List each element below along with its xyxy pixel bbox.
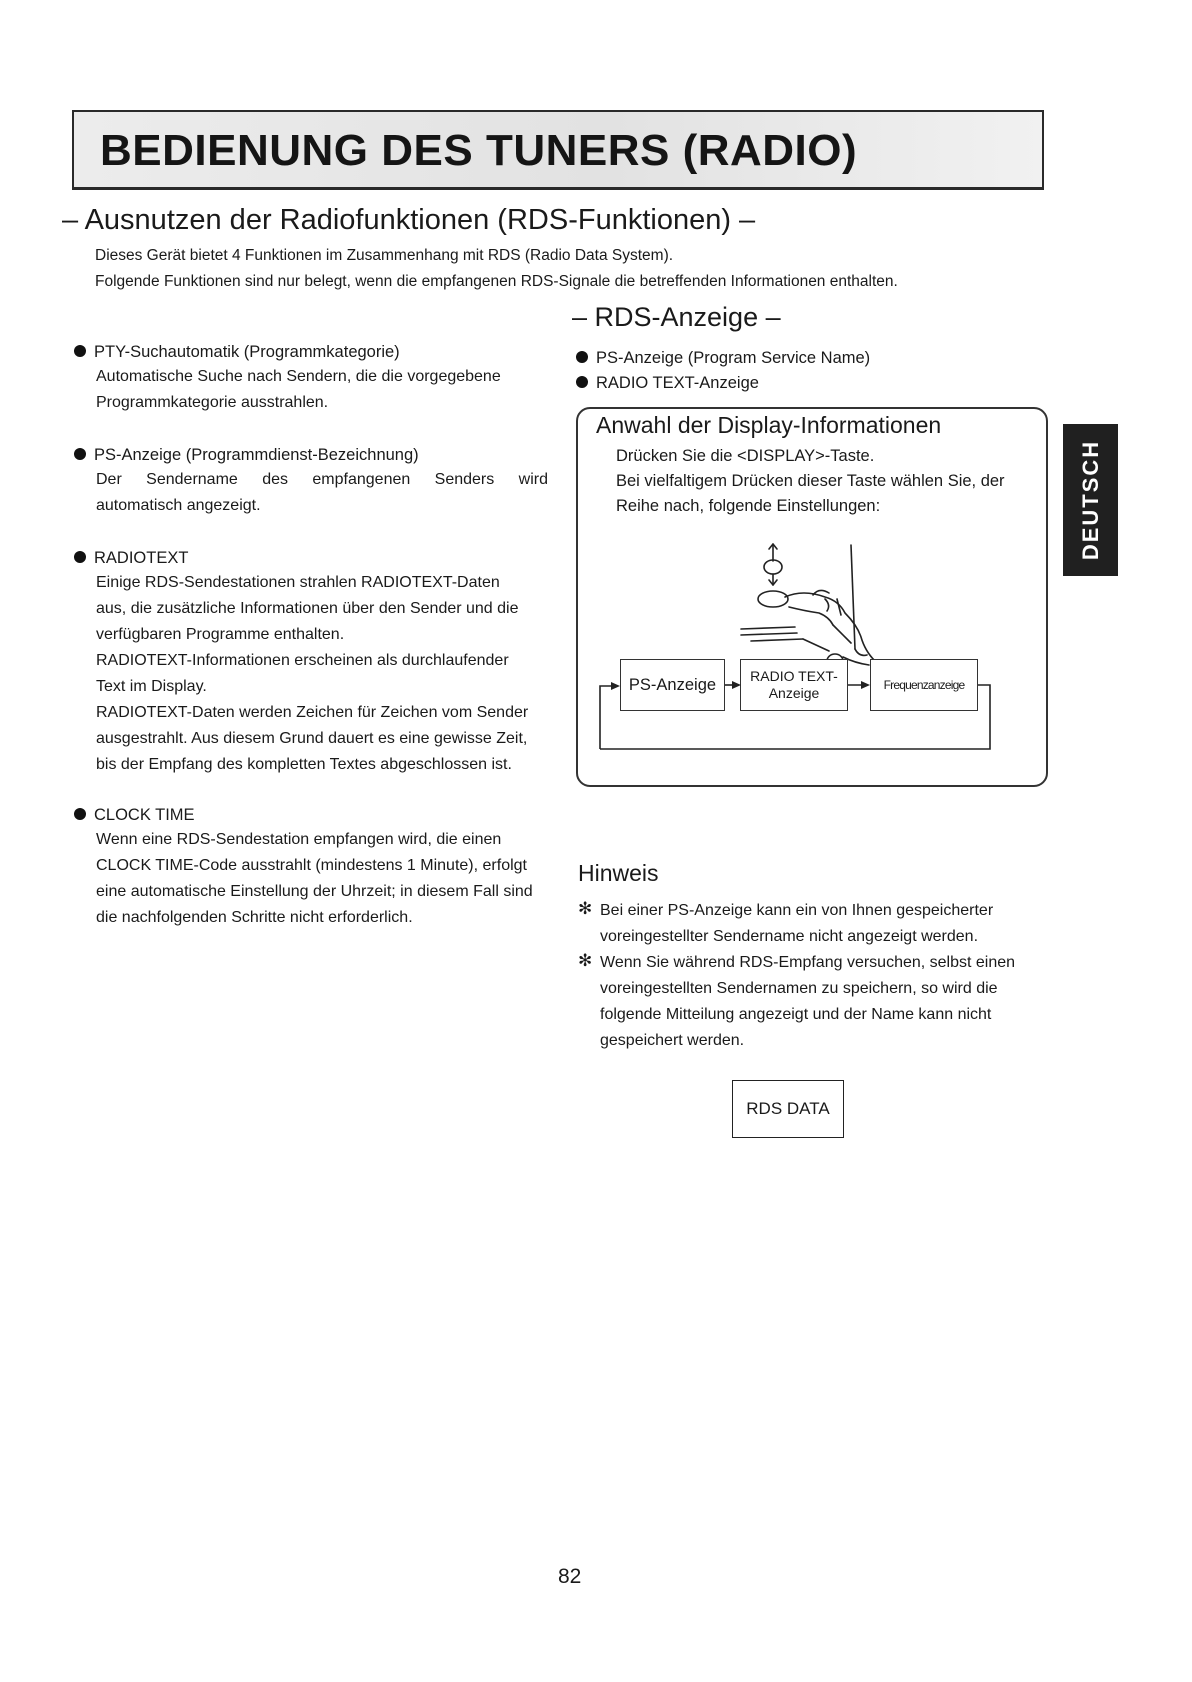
flow-radio-text-line-1: RADIO TEXT- — [750, 668, 838, 684]
section-subtitle: – Ausnutzen der Radiofunktionen (RDS-Funktionen) – — [62, 204, 756, 236]
radiotext-line-7: ausgestrahlt. Aus diesem Grund dauert es eine gewisse Zeit, — [96, 730, 528, 747]
clock-line-4: die nachfolgenden Schritte nicht erforderlich. — [96, 909, 413, 926]
pty-text — [96, 364, 548, 416]
rds-item-radiotext-label: RADIO TEXT-Anzeige — [596, 374, 759, 392]
radiotext-line-2: aus, die zusätzliche Informationen über den Sender und die — [96, 600, 519, 617]
flow-loop-left — [600, 686, 618, 749]
radiotext-line-3: verfügbaren Programme enthalten. — [96, 626, 345, 643]
radiotext-line-4: RADIOTEXT-Informationen erscheinen als durchlaufender — [96, 652, 509, 669]
rds-item-ps-label: PS-Anzeige (Program Service Name) — [596, 349, 871, 367]
clock-line-2: CLOCK TIME-Code ausstrahlt (mindestens 1 Minute), erfolgt — [96, 857, 527, 874]
rds-item-ps — [576, 349, 870, 368]
radiotext-line-1: Einige RDS-Sendestationen strahlen RADIOTEXT-Daten — [96, 574, 500, 591]
radiotext-line-8: bis der Empfang des kompletten Textes abgeschlossen ist. — [96, 756, 512, 773]
clock-text — [96, 827, 548, 931]
hinweis-note-1: Bei einer PS-Anzeige kann ein von Ihnen gespeicherter voreingestellter Sendername nicht angezeigt werden. — [600, 902, 994, 945]
page-number: 82 — [558, 1565, 582, 1588]
page-title: BEDIENUNG DES TUNERS (RADIO) — [100, 126, 858, 175]
title-banner — [72, 110, 1044, 190]
display-info-panel — [576, 407, 1048, 787]
bullet-pty — [74, 343, 400, 362]
note-star-icon: ✻ — [578, 899, 593, 918]
flow-arrows — [578, 409, 1050, 789]
panel-title: Anwahl der Display-Informationen — [596, 412, 947, 439]
ps-line-2: automatisch angezeigt. — [96, 497, 261, 514]
bullet-dot-icon — [576, 351, 588, 363]
language-tab-label: DEUTSCH — [1077, 439, 1103, 561]
language-tab-deutsch — [1063, 424, 1118, 576]
flow-loop-return — [600, 685, 990, 749]
ps-text — [96, 467, 548, 519]
pty-line-2: Programmkategorie ausstrahlen. — [96, 394, 329, 411]
note-star-icon: ✻ — [578, 951, 593, 970]
panel-line-1: Drücken Sie die <DISPLAY>-Taste. — [616, 447, 875, 465]
bullet-pty-head: PTY-Suchautomatik (Programmkategorie) — [94, 343, 400, 361]
bullet-dot-icon — [576, 376, 588, 388]
intro-line-2: Folgende Funktionen sind nur belegt, wenn die empfangenen RDS-Signale die betreffenden Informationen enthalten. — [95, 273, 898, 290]
bullet-ps — [74, 446, 419, 465]
arrowhead-icon — [861, 681, 870, 689]
flow-frequenzanzeige: Frequenzanzeige — [870, 659, 978, 711]
bullet-dot-icon — [74, 345, 86, 357]
bullet-dot-icon — [74, 808, 86, 820]
pty-line-1: Automatische Suche nach Sendern, die die vorgegebene — [96, 368, 501, 385]
intro-line-1: Dieses Gerät bietet 4 Funktionen im Zusammenhang mit RDS (Radio Data System). — [95, 247, 674, 264]
hinweis-title: Hinweis — [578, 860, 659, 886]
rds-data-display: RDS DATA — [732, 1080, 844, 1138]
bullet-radiotext-head: RADIOTEXT — [94, 549, 189, 567]
flow-radio-text-line-2: Anzeige — [768, 685, 820, 701]
radiotext-line-6: RADIOTEXT-Daten werden Zeichen für Zeichen vom Sender — [96, 704, 529, 721]
hinweis-note-2: Wenn Sie während RDS-Empfang versuchen, selbst einen voreingestellten Sendernamen zu speichern, so wird die folgende Mitteilung angezeigt und der Name kann nicht gespeichert werden. — [600, 954, 1016, 1049]
ps-line-1: Der Sendername des empfangenen Senders wird — [96, 471, 548, 488]
bullet-ps-head: PS-Anzeige (Programmdienst-Bezeichnung) — [94, 446, 419, 464]
flow-ps-anzeige: PS-Anzeige — [620, 659, 725, 711]
rds-item-radiotext — [576, 374, 759, 393]
radiotext-line-5: Text im Display. — [96, 678, 207, 695]
bullet-dot-icon — [74, 448, 86, 460]
clock-line-3: eine automatische Einstellung der Uhrzeit; in diesem Fall sind — [96, 883, 533, 900]
bullet-dot-icon — [74, 551, 86, 563]
panel-line-3: Reihe nach, folgende Einstellungen: — [616, 497, 881, 515]
radiotext-text — [96, 570, 548, 778]
rds-display-title: – RDS-Anzeige – — [572, 302, 781, 332]
panel-line-2: Bei vielfaltigem Drücken dieser Taste wählen Sie, der — [616, 472, 1005, 490]
arrowhead-icon — [732, 681, 741, 689]
bullet-radiotext — [74, 549, 188, 568]
bullet-clock-head: CLOCK TIME — [94, 806, 195, 824]
clock-line-1: Wenn eine RDS-Sendestation empfangen wird, die einen — [96, 831, 502, 848]
bullet-clock — [74, 806, 195, 825]
arrowhead-icon — [611, 682, 620, 690]
